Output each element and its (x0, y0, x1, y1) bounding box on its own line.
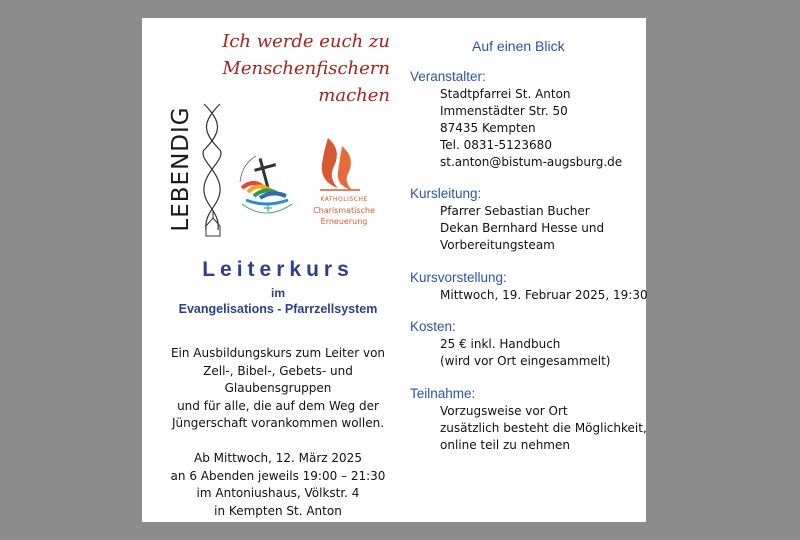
lebendig-text: LEBENDIG (168, 106, 194, 232)
course-dates (150, 450, 406, 520)
date-line: im Antoniushaus, Völkstr. 4 (196, 486, 360, 500)
course-description (150, 345, 406, 433)
section-title: Kosten: (410, 319, 456, 334)
section-line: Immenstädter Str. 50 (440, 104, 568, 118)
section-veranstalter (410, 68, 642, 171)
section-title: Veranstalter: (410, 69, 486, 84)
date-line: an 6 Abenden jeweils 19:00 – 21:30 (170, 468, 386, 483)
description-line: Zell-, Bibel-, Gebets- und (203, 363, 353, 378)
description-line: und für alle, die auf dem Weg der (177, 398, 379, 413)
charismatic-renewal-label (304, 194, 384, 227)
charismatic-label-line-1: Charismatische (313, 206, 375, 215)
section-line: Tel. 0831-5123680 (440, 138, 552, 152)
logo-strip (166, 102, 396, 242)
section-title: Teilnahme: (410, 386, 476, 401)
section-kursvorstellung (410, 269, 648, 304)
date-line: in Kempten St. Anton (214, 503, 342, 518)
section-title: Kursvorstellung: (410, 270, 507, 285)
section-kursleitung (410, 185, 642, 254)
section-line: 25 € inkl. Handbuch (440, 337, 561, 351)
charismatic-flame-icon (316, 132, 366, 194)
section-line: Vorzugsweise vor Ort (440, 404, 568, 418)
lebendig-logo (166, 102, 196, 236)
section-teilnahme (410, 385, 647, 454)
motto (150, 28, 390, 109)
email-address: st.anton@bistum-augsburg.de (440, 155, 623, 169)
section-line: 87435 Kempten (440, 121, 536, 135)
date-line: Ab Mittwoch, 12. März 2025 (194, 451, 362, 465)
pilger-der-hoffnung-logo-icon (232, 142, 302, 222)
section-line: online teil zu nehmen (440, 438, 570, 452)
course-subtitle-2: Evangelisations - Pfarrzellsystem (178, 302, 378, 316)
section-kosten (410, 318, 642, 370)
description-line: Jüngerschaft vorankommen wollen. (171, 416, 385, 430)
overview-heading: Auf einen Blick (472, 38, 565, 54)
section-title: Kursleitung: (410, 186, 482, 201)
section-line: zusätzlich besteht die Möglichkeit, (440, 421, 647, 435)
charismatic-label-top: KATHOLISCHE (320, 196, 368, 203)
section-line: Vorbereitungsteam (440, 238, 555, 252)
description-line: Glaubensgruppen (224, 381, 332, 395)
motto-line-2: Menschenfischern machen (222, 58, 390, 106)
charismatic-label-line-2: Erneuerung (320, 217, 368, 226)
section-line: (wird vor Ort eingesammelt) (440, 354, 611, 368)
section-line: Pfarrer Sebastian Bucher (440, 204, 590, 218)
course-subtitle-1: im (270, 286, 285, 300)
description-line: Ein Ausbildungskurs zum Leiter von (170, 346, 386, 360)
section-line: Mittwoch, 19. Februar 2025, 19:30 (440, 288, 648, 302)
course-title: Leiterkurs (202, 258, 354, 281)
flyer-page (142, 18, 646, 522)
motto-line-1: Ich werde euch zu (222, 31, 390, 52)
section-line: Stadtpfarrei St. Anton (440, 87, 571, 101)
section-line: Dekan Bernhard Hesse und (440, 221, 605, 235)
dna-helix-icon (200, 102, 226, 242)
